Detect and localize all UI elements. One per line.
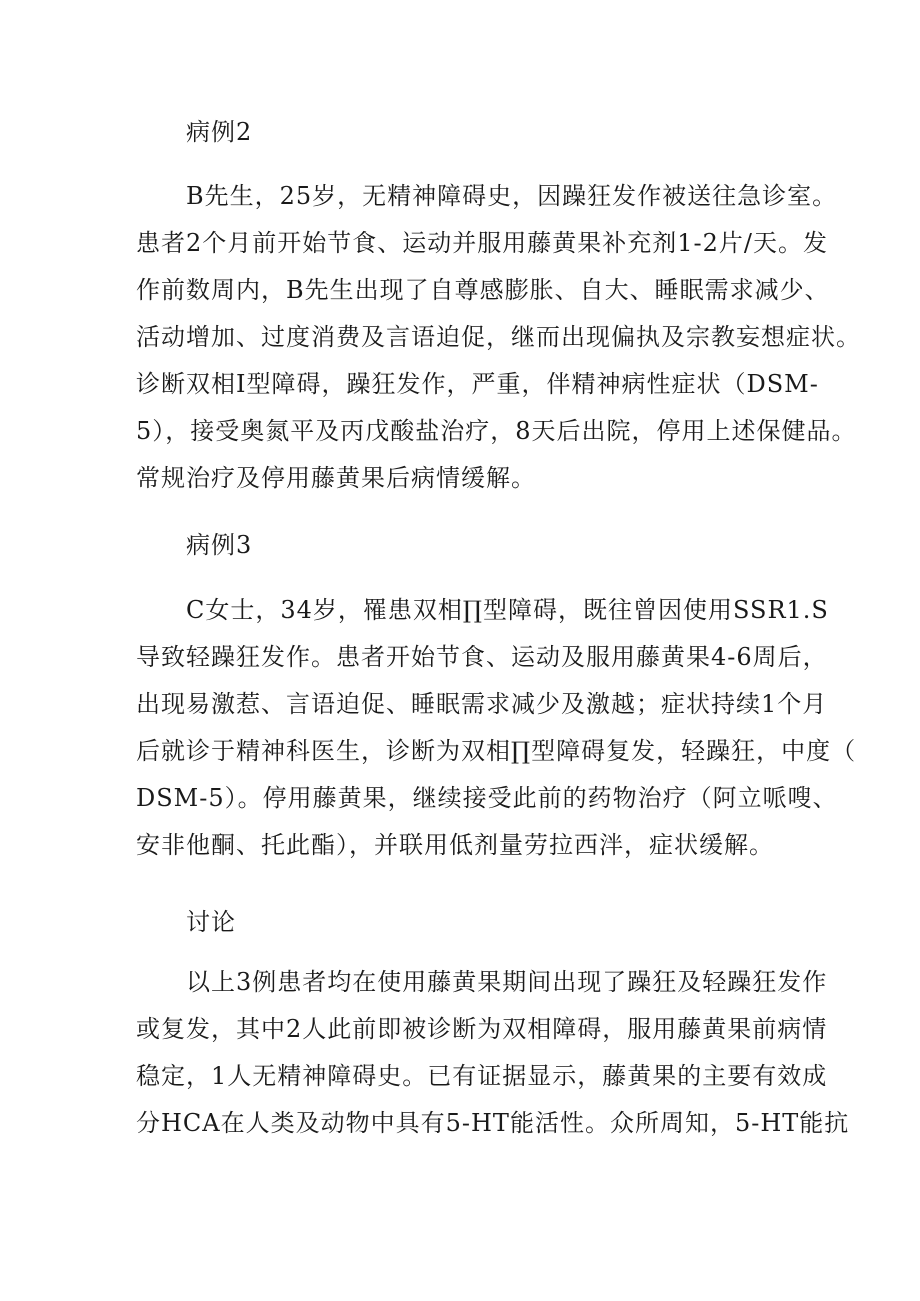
discussion-heading: 讨论 bbox=[186, 908, 236, 936]
case2-line-7: 常规治疗及停用藤黄果后病情缓解。 bbox=[136, 464, 536, 492]
discussion-line-2: 或复发，其中2人此前即被诊断为双相障碍，服用藤黄果前病情 bbox=[136, 1015, 828, 1043]
case3-line-1: C女士，34岁，罹患双相∏型障碍，既往曾因使用SSR1.S bbox=[186, 596, 829, 624]
discussion-line-3: 稳定，1人无精神障碍史。已有证据显示，藤黄果的主要有效成 bbox=[136, 1062, 828, 1090]
case2-line-3: 作前数周内，B先生出现了自尊感膨胀、自大、睡眠需求减少、 bbox=[136, 276, 830, 304]
case3-line-5: DSM-5）。停用藤黄果，继续接受此前的药物治疗（阿立哌嗖、 bbox=[136, 784, 838, 812]
case2-line-4: 活动增加、过度消费及言语迫促，继而出现偏执及宗教妄想症状。 bbox=[136, 323, 861, 351]
case2-line-5: 诊断双相Ⅰ型障碍，躁狂发作，严重，伴精神病性症状（DSM- bbox=[136, 370, 819, 398]
case3-line-2: 导致轻躁狂发作。患者开始节食、运动及服用藤黄果4-6周后， bbox=[136, 643, 828, 671]
discussion-line-1: 以上3例患者均在使用藤黄果期间出现了躁狂及轻躁狂发作 bbox=[186, 968, 828, 996]
case2-heading: 病例2 bbox=[186, 118, 253, 146]
case3-heading: 病例3 bbox=[186, 531, 253, 559]
case3-line-4: 后就诊于精神科医生，诊断为双相∏型障碍复发，轻躁狂，中度（ bbox=[136, 737, 857, 765]
case3-line-3: 出现易激惹、言语迫促、睡眠需求减少及激越；症状持续1个月 bbox=[136, 690, 828, 718]
case2-line-1: B先生，25岁，无精神障碍史，因躁狂发作被送往急诊室。 bbox=[186, 182, 838, 210]
discussion-line-4: 分HCA在人类及动物中具有5-HT能活性。众所周知，5-HT能抗 bbox=[136, 1109, 850, 1137]
case2-line-2: 患者2个月前开始节食、运动并服用藤黄果补充剂1-2片/天。发 bbox=[136, 229, 829, 257]
case3-line-6: 安非他酮、托此酯），并联用低剂量劳拉西泮，症状缓解。 bbox=[136, 831, 774, 859]
case2-line-6: 5），接受奥氮平及丙戊酸盐治疗，8天后出院，停用上述保健品。 bbox=[136, 417, 857, 445]
